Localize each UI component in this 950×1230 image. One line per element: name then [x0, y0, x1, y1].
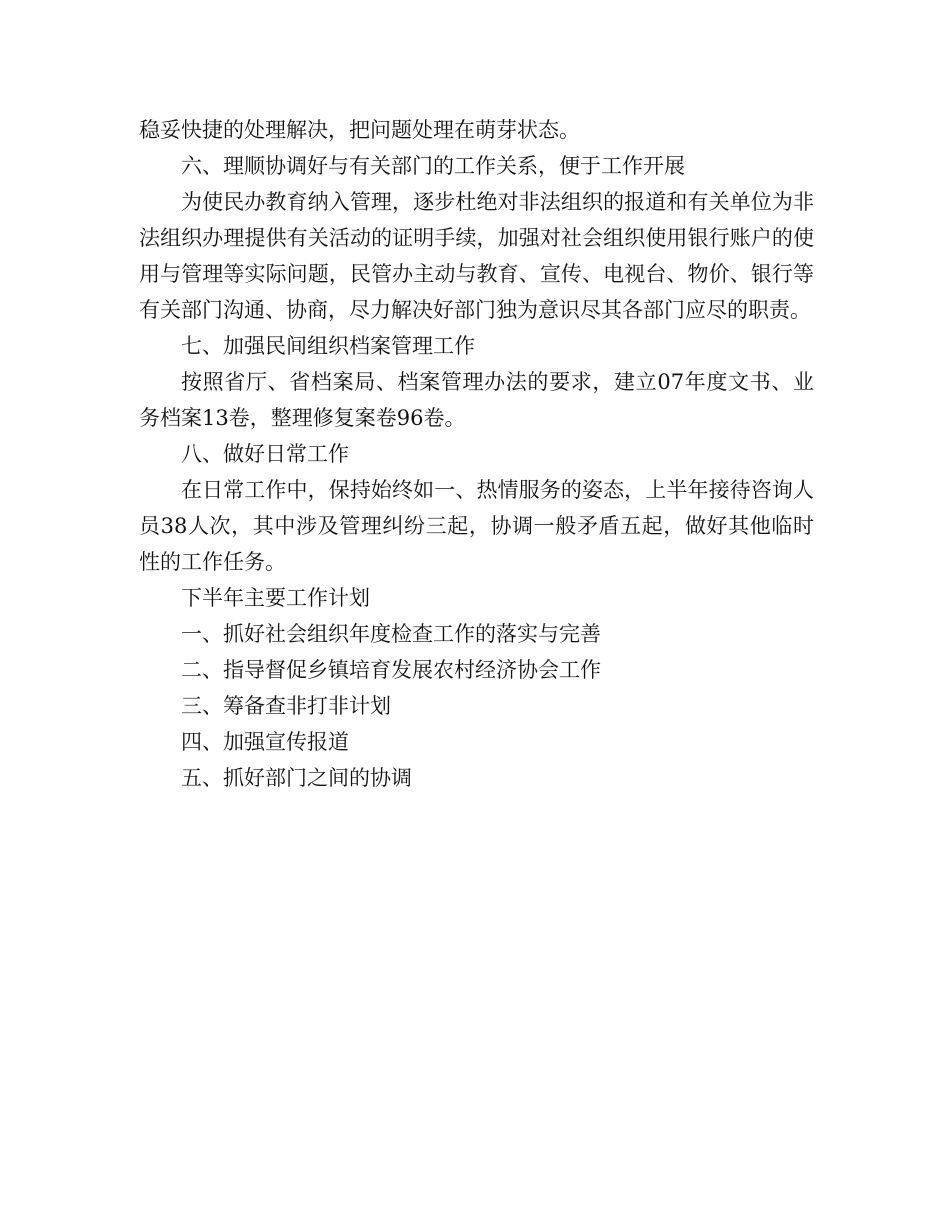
section-heading-6: 六、理顺协调好与有关部门的工作关系，便于工作开展	[181, 154, 685, 178]
plan-item-1: 一、抓好社会组织年度检查工作的落实与完善	[181, 622, 601, 646]
paragraph-section-6: 为使民办教育纳入管理，逐步杜绝对非法组织的报道和有关单位为非法组织办理提供有关活动的证明手续，加强对社会组织使用银行账户的使用与管理等实际问题，民管办主动与教育、宣传、电视台、物价、银行等有关部门沟通、协商，尽力解决好部门独为意识尽其各部门应尽的职责。	[139, 190, 814, 322]
paragraph-section-8: 在日常工作中，保持始终如一、热情服务的姿态，上半年接待咨询人员38人次，其中涉及管理纠纷三起，协调一般矛盾五起，做好其他临时性的工作任务。	[139, 478, 814, 574]
plan-item-3: 三、筹备查非打非计划	[181, 694, 391, 718]
paragraph-section-7: 按照省厅、省档案局、档案管理办法的要求，建立07年度文书、业务档案13卷，整理修复案卷96卷。	[139, 370, 814, 430]
section-heading-7: 七、加强民间组织档案管理工作	[181, 334, 475, 358]
section-heading-8: 八、做好日常工作	[181, 442, 349, 466]
plan-heading: 下半年主要工作计划	[181, 586, 370, 610]
plan-item-2: 二、指导督促乡镇培育发展农村经济协会工作	[181, 658, 601, 682]
document-body	[139, 112, 814, 796]
plan-item-4: 四、加强宣传报道	[181, 730, 349, 754]
plan-item-5: 五、抓好部门之间的协调	[181, 766, 412, 790]
paragraph-continuation: 稳妥快捷的处理解决，把问题处理在萌芽状态。	[139, 118, 580, 142]
